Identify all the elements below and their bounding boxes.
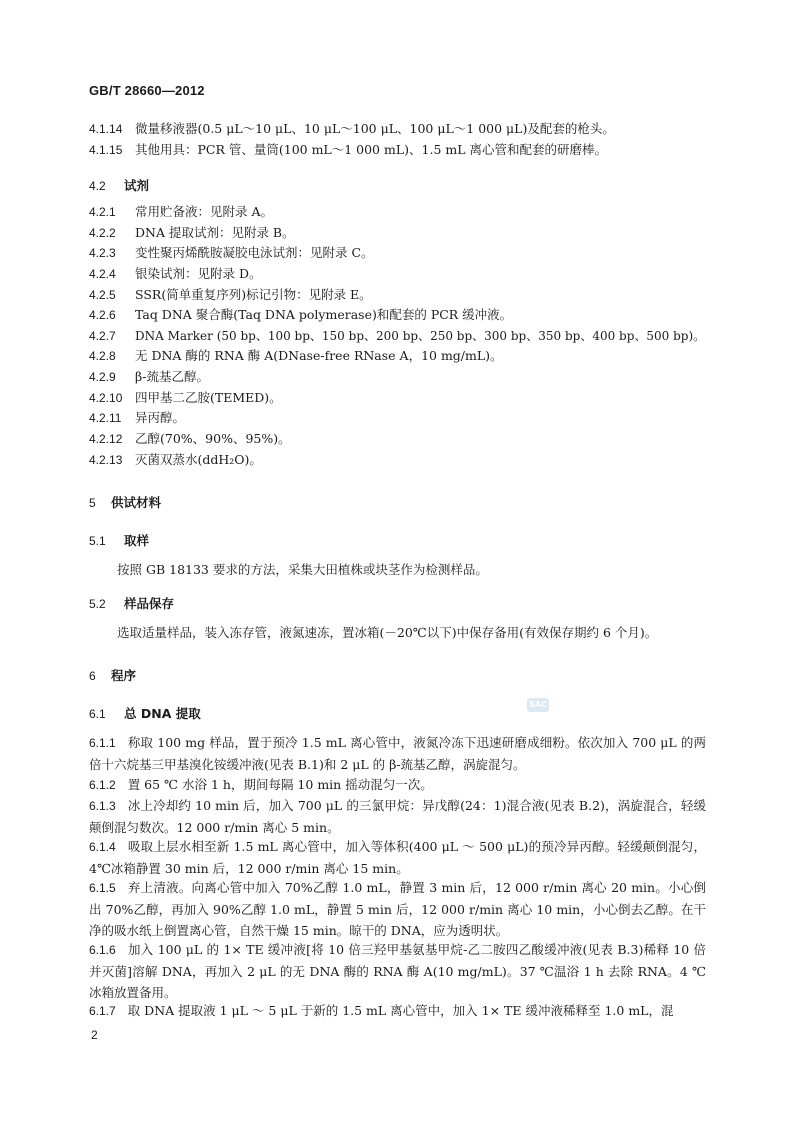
clause-4-1-14	[89, 121, 615, 137]
clause-6-1-2	[89, 774, 706, 796]
clause-text: 无 DNA 酶的 RNA 酶 A(DNase-free RNase A，10 mg/mL)。	[135, 348, 503, 363]
clause-number: 4.2.2	[89, 226, 116, 240]
clause-text: Taq DNA 聚合酶(Taq DNA polymerase)和配套的 PCR 缓冲液。	[135, 307, 513, 322]
section-title: 总 DNA 提取	[124, 706, 201, 721]
clause-text: 变性聚丙烯酰胺凝胶电泳试剂：见附录 C。	[135, 245, 374, 260]
clause-6-1-4	[89, 836, 706, 879]
clause-text: 冰上冷却约 10 min 后，加入 700 μL 的三氯甲烷：异戊醇(24：1)混合液(见表 B.2)，涡旋混合，轻缓颠倒混匀数次。12 000 r/min 离心 5 min。	[89, 798, 706, 835]
clause-text: 吸取上层水相至新 1.5 mL 离心管中，加入等体积(400 μL ～ 500 μL)的预冷异丙醇。轻缓颠倒混匀，4℃冰箱静置 30 min 后，12 000 r/min 离心 15 min。	[89, 839, 706, 876]
section-5-1-body: 按照 GB 18133 要求的方法，采集大田植株或块茎作为检测样品。	[117, 562, 488, 577]
clause-4-2-1	[89, 204, 273, 220]
page-number: 2	[91, 1028, 98, 1042]
clause-number: 6.1.7	[89, 1004, 116, 1018]
section-number: 4.2	[89, 179, 106, 193]
section-title: 样品保存	[124, 596, 175, 611]
clause-number: 4.2.1	[89, 205, 116, 219]
section-heading-5-2	[89, 594, 174, 612]
clause-number: 4.2.13	[89, 453, 123, 467]
section-number: 6	[89, 669, 96, 683]
clause-number: 6.1.6	[89, 943, 116, 957]
section-number: 6.1	[89, 707, 106, 721]
section-5-2-body: 选取适量样品，装入冻存管，液氮速冻，置冰箱(－20℃以下)中保存备用(有效保存期约 6 个月)。	[117, 625, 658, 640]
clause-number: 4.1.14	[89, 122, 123, 136]
clause-text: 加入 100 μL 的 1× TE 缓冲液[将 10 倍三羟甲基氨基甲烷-乙二胺四乙酸缓冲液(见表 B.3)稀释 10 倍并灭菌]溶解 DNA，再加入 2 μL 的无 DNA 酶的 RNA 酶 A(10 mg/mL)。37 ℃温浴 1 h 去除 RNA。4 ℃冰箱放置备用。	[89, 942, 706, 1000]
clause-text: SSR(简单重复序列)标记引物：见附录 E。	[135, 287, 372, 302]
clause-number: 6.1.4	[89, 840, 116, 854]
clause-6-1-3	[89, 795, 706, 838]
clause-text: 灭菌双蒸水(ddH₂O)。	[135, 452, 262, 467]
clause-number: 4.1.15	[89, 143, 123, 157]
watermark-logo: SAC	[527, 698, 549, 712]
clause-text: 称取 100 mg 样品，置于预冷 1.5 mL 离心管中，液氮冷冻下迅速研磨成细粉。依次加入 700 μL 的两倍十六烷基三甲基溴化铵缓冲液(见表 B.1)和 2 μL 的 β-巯基乙醇，涡旋混匀。	[89, 735, 706, 772]
section-title: 取样	[124, 533, 150, 548]
clause-number: 6.1.2	[89, 778, 116, 792]
clause-4-2-13	[89, 452, 262, 468]
section-heading-5	[89, 493, 161, 511]
clause-text: 弃上清液。向离心管中加入 70%乙醇 1.0 mL，静置 3 min 后，12 000 r/min 离心 20 min。小心倒出 70%乙醇，再加入 90%乙醇 1.0 mL，静置 5 min 后，12 000 r/min 离心 10 min，小心倒去乙醇。在干净的吸水纸上倒置离心管，自然干燥 15 min。晾干的 DNA，应为透明状。	[89, 880, 706, 938]
clause-4-2-11	[89, 410, 185, 426]
clause-text: 微量移液器(0.5 μL～10 μL、10 μL～100 μL、100 μL～1 000 μL)及配套的枪头。	[135, 121, 615, 136]
clause-text: 取 DNA 提取液 1 μL ～ 5 μL 于新的 1.5 mL 离心管中，加入 1× TE 缓冲液稀释至 1.0 mL，混	[127, 1003, 674, 1018]
clause-4-2-5	[89, 287, 372, 303]
clause-number: 4.2.4	[89, 267, 116, 281]
clause-4-2-10	[89, 390, 282, 406]
clause-number: 4.2.9	[89, 370, 116, 384]
clause-number: 6.1.3	[89, 799, 116, 813]
section-number: 5.1	[89, 534, 106, 548]
clause-6-1-6	[89, 939, 706, 1003]
clause-4-2-2	[89, 225, 295, 241]
clause-4-2-7	[89, 328, 705, 344]
clause-6-1-7	[89, 1000, 706, 1022]
clause-number: 4.2.12	[89, 432, 123, 446]
clause-text: DNA Marker (50 bp、100 bp、150 bp、200 bp、250 bp、300 bp、350 bp、400 bp、500 bp)。	[135, 329, 706, 343]
clause-number: 4.2.7	[89, 329, 116, 343]
clause-6-1-1	[89, 732, 706, 775]
section-heading-6	[89, 666, 136, 684]
clause-4-2-9	[89, 369, 209, 385]
clause-number: 4.2.3	[89, 246, 116, 260]
section-heading-5-1	[89, 531, 149, 549]
clause-text: 异丙醇。	[135, 410, 186, 425]
clause-text: 银染试剂：见附录 D。	[135, 266, 262, 281]
clause-number: 4.2.6	[89, 308, 116, 322]
clause-4-2-8	[89, 348, 503, 364]
clause-text: 乙醇(70%、90%、95%)。	[135, 431, 291, 446]
clause-number: 4.2.8	[89, 349, 116, 363]
section-title: 程序	[111, 668, 137, 683]
clause-text: β-巯基乙醇。	[135, 369, 209, 384]
clause-number: 6.1.5	[89, 881, 116, 895]
section-number: 5	[89, 496, 96, 510]
clause-text: 常用贮备液：见附录 A。	[135, 204, 274, 219]
clause-4-1-15	[89, 142, 607, 158]
section-heading-6-1	[89, 704, 201, 722]
section-number: 5.2	[89, 597, 106, 611]
clause-4-2-12	[89, 431, 291, 447]
standard-code-header: GB/T 28660—2012	[89, 83, 205, 98]
clause-text: 四甲基二乙胺(TEMED)。	[135, 390, 282, 405]
clause-number: 4.2.11	[89, 411, 122, 425]
clause-number: 4.2.5	[89, 288, 116, 302]
clause-text: DNA 提取试剂：见附录 B。	[135, 225, 295, 240]
clause-4-2-6	[89, 307, 512, 323]
clause-6-1-5	[89, 877, 706, 941]
section-title: 供试材料	[111, 495, 162, 510]
clause-4-2-3	[89, 245, 374, 261]
section-heading-4-2	[89, 176, 149, 194]
clause-4-2-4	[89, 266, 262, 282]
clause-number: 6.1.1	[89, 736, 116, 750]
section-title: 试剂	[124, 178, 150, 193]
clause-text: 置 65 ℃ 水浴 1 h，期间每隔 10 min 摇动混匀一次。	[127, 777, 433, 792]
clause-text: 其他用具：PCR 管、量筒(100 mL～1 000 mL)、1.5 mL 离心管和配套的研磨棒。	[135, 142, 607, 157]
clause-number: 4.2.10	[89, 391, 123, 405]
